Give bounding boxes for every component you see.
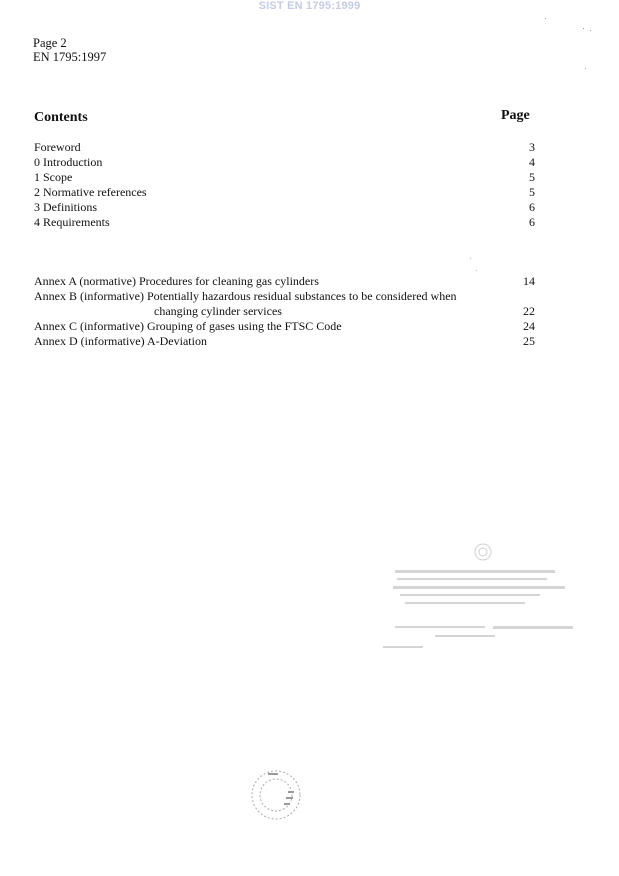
toc-entry-label: 4 Requirements <box>34 215 110 229</box>
toc-entry-page: 24 <box>523 319 535 333</box>
toc-entry-page: 3 <box>529 140 535 154</box>
scan-speck <box>476 270 477 271</box>
scan-speck <box>583 28 584 29</box>
toc-entry-normative-references[interactable] <box>34 185 535 200</box>
toc-main-list <box>34 140 535 230</box>
watermark-text: SIST EN 1795:1999 <box>258 0 361 12</box>
page-number-label: Page 2 <box>33 36 67 50</box>
toc-entry-annex-c[interactable] <box>34 319 535 334</box>
toc-entry-page: 5 <box>529 185 535 199</box>
contents-heading: Contents <box>34 110 88 125</box>
scan-speck <box>545 18 546 19</box>
toc-entry-definitions[interactable] <box>34 200 535 215</box>
toc-entry-requirements[interactable] <box>34 215 535 230</box>
toc-entry-page: 5 <box>529 170 535 184</box>
faded-stamp-icon <box>375 540 580 665</box>
toc-annex-list <box>34 274 535 349</box>
page-header <box>33 36 106 64</box>
scan-speck <box>585 68 586 69</box>
toc-entry-label: 2 Normative references <box>34 185 147 199</box>
scan-speck <box>590 30 591 31</box>
toc-entry-label: Annex D (informative) A-Deviation <box>34 334 207 348</box>
toc-entry-label: Foreword <box>34 140 81 154</box>
toc-entry-annex-b[interactable] <box>34 289 535 319</box>
page-column-heading: Page <box>501 108 530 123</box>
toc-entry-label: Annex C (informative) Grouping of gases using the FTSC Code <box>34 319 342 333</box>
toc-entry-foreword[interactable] <box>34 140 535 155</box>
toc-entry-label: Annex A (normative) Procedures for cleaning gas cylinders <box>34 274 319 288</box>
toc-entry-annex-a[interactable] <box>34 274 535 289</box>
toc-entry-page: 22 <box>523 304 535 318</box>
toc-entry-scope[interactable] <box>34 170 535 185</box>
seal-icon <box>246 765 306 825</box>
toc-entry-label: 3 Definitions <box>34 200 97 214</box>
toc-entry-annex-d[interactable] <box>34 334 535 349</box>
toc-entry-page: 6 <box>529 215 535 229</box>
toc-entry-label: 0 Introduction <box>34 155 103 169</box>
toc-entry-label: Annex B (informative) Potentially hazardous residual substances to be considered when <box>34 289 457 303</box>
document-id: EN 1795:1997 <box>33 50 107 64</box>
toc-entry-page: 4 <box>529 155 535 169</box>
toc-entry-page: 6 <box>529 200 535 214</box>
toc-entry-page: 14 <box>523 274 535 288</box>
toc-entry-introduction[interactable] <box>34 155 535 170</box>
toc-entry-label: 1 Scope <box>34 170 73 184</box>
toc-entry-page: 25 <box>523 334 535 348</box>
scan-speck <box>470 258 471 259</box>
toc-entry-label-continued: changing cylinder services <box>154 304 282 318</box>
